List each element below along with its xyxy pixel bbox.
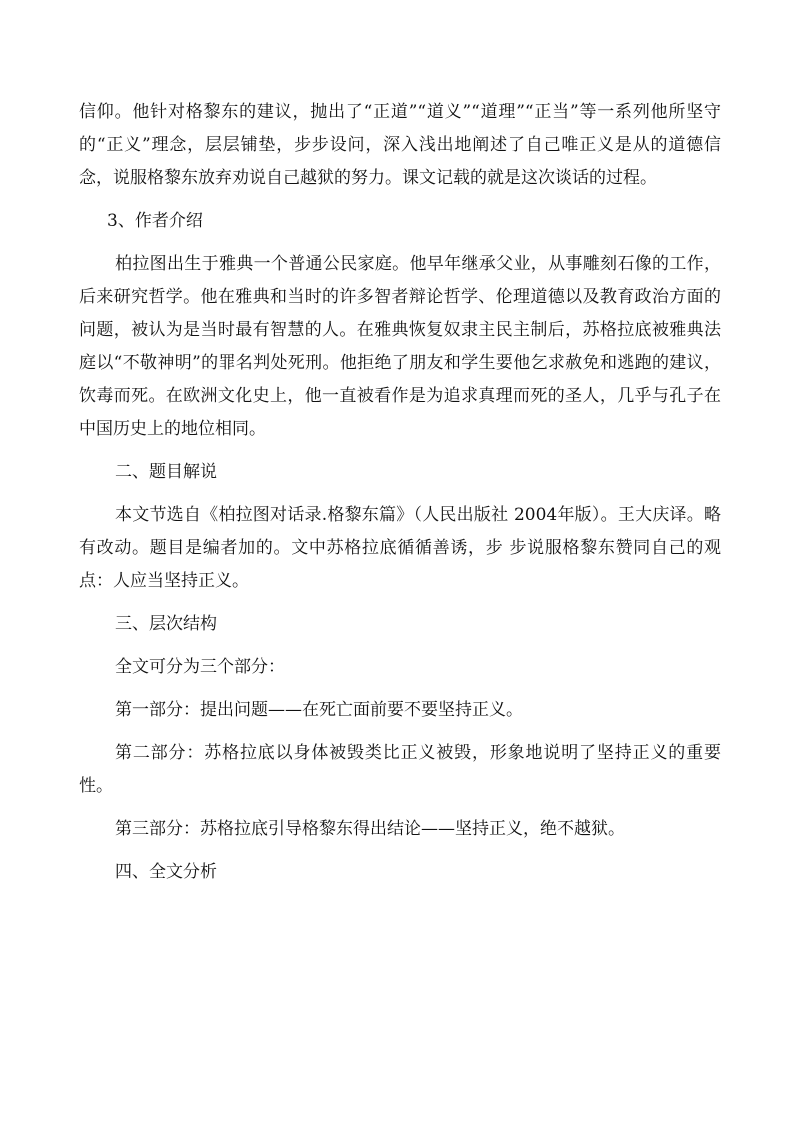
paragraph-part-two: 第二部分：苏格拉底以身体被毁类比正义被毁，形象地说明了坚持正义的重要性。 <box>79 743 721 796</box>
heading-structure: 三、层次结构 <box>115 614 217 634</box>
paragraph-title-explanation: 本文节选自《柏拉图对话录.格黎东篇》（人民出版社 2004年版）。王大庆译。略有改动。题目是编者加的。文中苏格拉底循循善诱，步 步说服格黎东赞同自己的观点：人应当坚持正义。 <box>79 505 721 591</box>
paragraph-intro-continued: 信仰。他针对格黎东的建议，抛出了“正道”“道义”“道理”“正当”等一系列他所坚守的“正义”理念，层层铺垫，步步设问，深入浅出地阐述了自己唯正义是从的道德信念，说服格黎东放弃劝说自己越狱的努力。课文记载的就是这次谈话的过程。 <box>79 102 721 188</box>
paragraph-part-one: 第一部分：提出问题——在死亡面前要不要坚持正义。 <box>115 700 523 720</box>
paragraph-part-three: 第三部分：苏格拉底引导格黎东得出结论——坚持正义，绝不越狱。 <box>115 819 625 839</box>
heading-full-analysis: 四、全文分析 <box>115 862 217 882</box>
paragraph-structure: 全文可分为三个部分： <box>115 657 285 677</box>
heading-title-explanation: 二、题目解说 <box>115 462 217 482</box>
document-page <box>79 96 721 899</box>
heading-author-intro: 3、作者介绍 <box>107 211 203 231</box>
paragraph-author: 柏拉图出生于雅典一个普通公民家庭。他早年继承父业，从事雕刻石像的工作，后来研究哲学。他在雅典和当时的许多智者辩论哲学、伦理道德以及教育政治方面的问题，被认为是当时最有智慧的人。在雅典恢复奴隶主民主制后，苏格拉底被雅典法庭以“不敬神明”的罪名判处死刑。他拒绝了朋友和学生要他乞求赦免和逃跑的建议，饮毒而死。在欧洲文化史上，他一直被看作是为追求真理而死的圣人，几乎与孔子在中国历史上的地位相同。 <box>79 254 721 439</box>
